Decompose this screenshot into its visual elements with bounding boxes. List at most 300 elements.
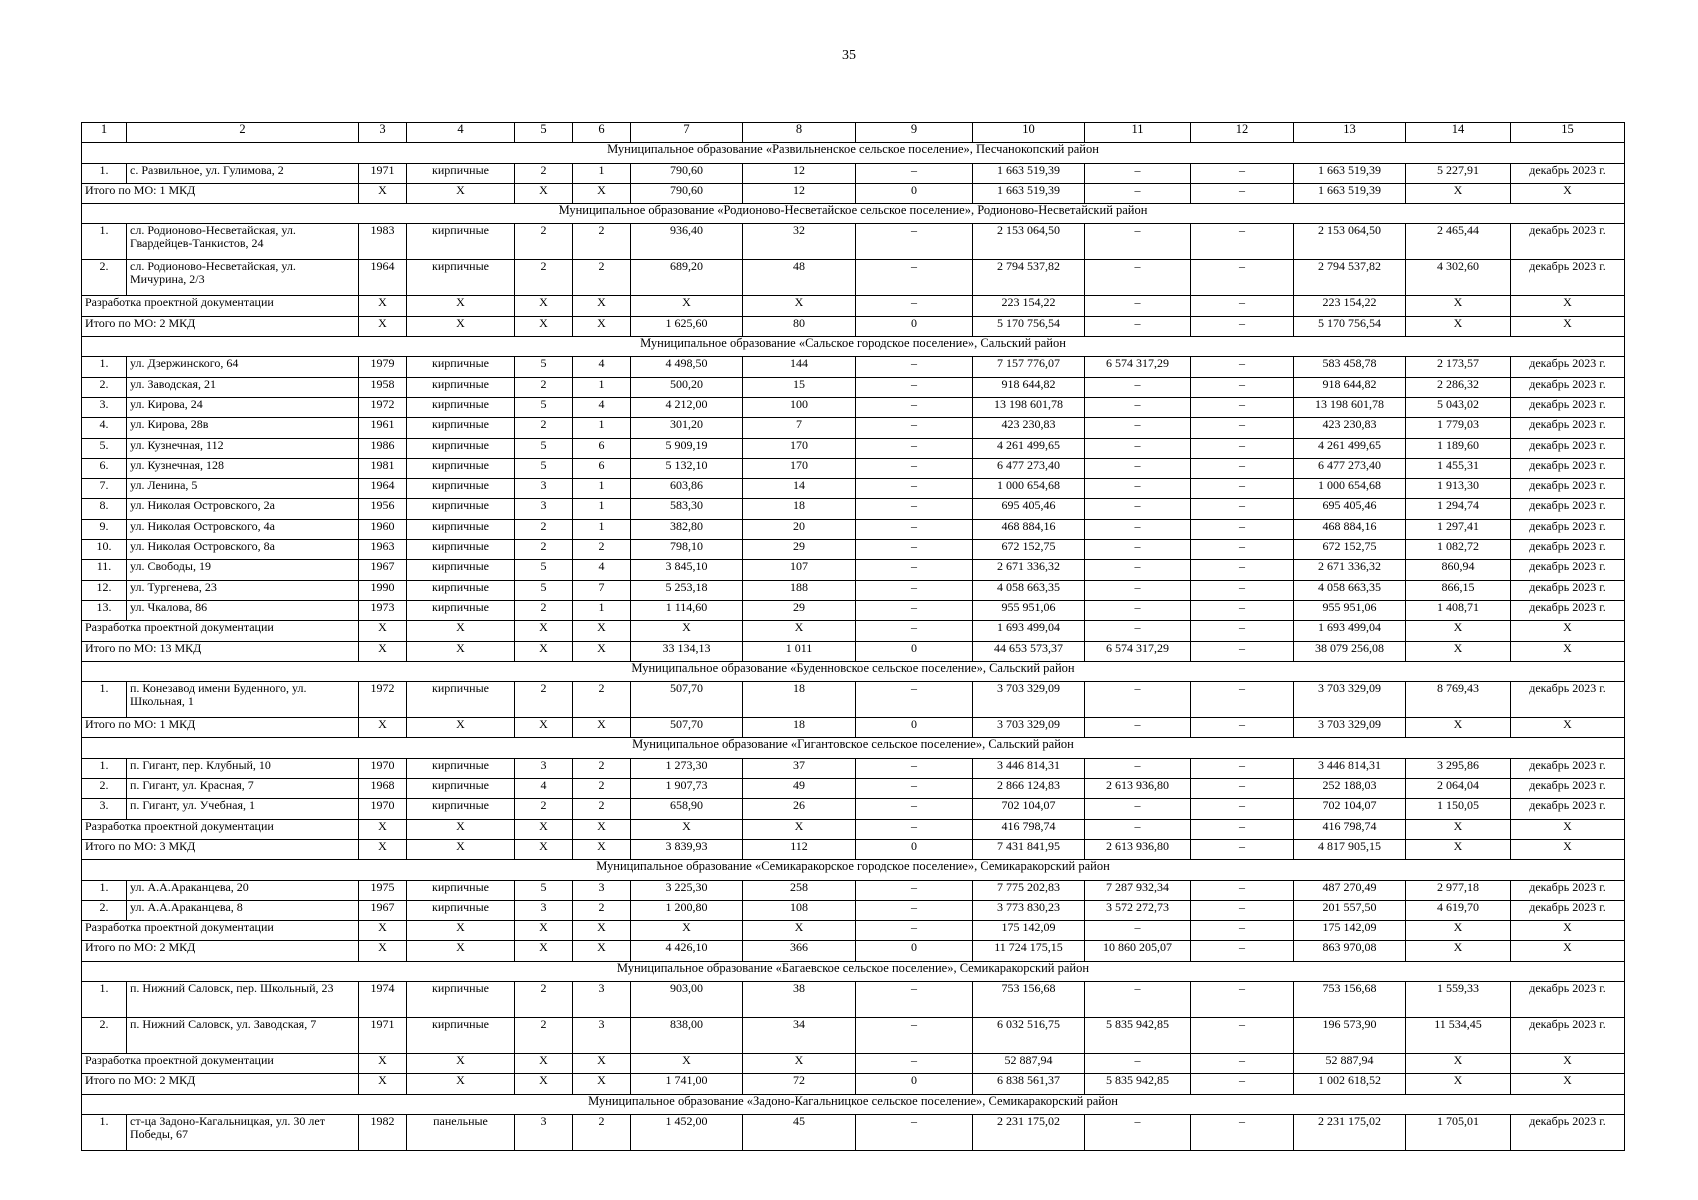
cell-col-3: 1971 <box>359 1017 407 1053</box>
cell-col-5: X <box>515 941 573 961</box>
cell-col-15: X <box>1511 718 1625 738</box>
cell-col-4: кирпичные <box>407 900 515 920</box>
column-header-11: 11 <box>1085 123 1191 143</box>
cell-col-14: X <box>1406 183 1511 203</box>
cell-col-11: 5 835 942,85 <box>1085 1074 1191 1094</box>
cell-col-12: – <box>1191 438 1294 458</box>
column-header-6: 6 <box>573 123 631 143</box>
cell-col-10: 2 231 175,02 <box>973 1114 1085 1150</box>
cell-col-6: X <box>573 1074 631 1094</box>
cell-col-3: X <box>359 921 407 941</box>
cell-col-4: X <box>407 1053 515 1073</box>
cell-col-3: 1963 <box>359 540 407 560</box>
cell-col-3: X <box>359 1053 407 1073</box>
cell-col-10: 223 154,22 <box>973 296 1085 316</box>
cell-col-1: 1. <box>82 880 127 900</box>
cell-col-12: – <box>1191 163 1294 183</box>
cell-col-8: 20 <box>743 519 856 539</box>
cell-col-6: 2 <box>573 900 631 920</box>
cell-col-10: 7 157 776,07 <box>973 357 1085 377</box>
cell-col-6: X <box>573 183 631 203</box>
table-row <box>82 438 1625 458</box>
cell-col-15: декабрь 2023 г. <box>1511 560 1625 580</box>
cell-col-1: 9. <box>82 519 127 539</box>
cell-col-9: – <box>856 682 973 718</box>
cell-col-4: кирпичные <box>407 880 515 900</box>
cell-col-10: 7 775 202,83 <box>973 880 1085 900</box>
cell-col-12: – <box>1191 600 1294 620</box>
cell-col-8: 12 <box>743 163 856 183</box>
column-header-1: 1 <box>82 123 127 143</box>
cell-col-11: – <box>1085 758 1191 778</box>
cell-col-4: кирпичные <box>407 397 515 417</box>
cell-col-4: X <box>407 296 515 316</box>
cell-col-4: кирпичные <box>407 519 515 539</box>
cell-col-10: 2 671 336,32 <box>973 560 1085 580</box>
cell-col-6: X <box>573 921 631 941</box>
table-row <box>82 499 1625 519</box>
cell-col-9: – <box>856 1114 973 1150</box>
cell-col-4: X <box>407 183 515 203</box>
cell-col-7: 838,00 <box>631 1017 743 1053</box>
summary-label: Разработка проектной документации <box>82 921 359 941</box>
cell-col-6: X <box>573 296 631 316</box>
cell-col-11: – <box>1085 458 1191 478</box>
cell-col-3: 1975 <box>359 880 407 900</box>
cell-col-15: декабрь 2023 г. <box>1511 260 1625 296</box>
cell-col-12: – <box>1191 900 1294 920</box>
cell-col-11: 5 835 942,85 <box>1085 1017 1191 1053</box>
cell-col-15: X <box>1511 839 1625 859</box>
cell-col-13: 2 671 336,32 <box>1294 560 1406 580</box>
cell-col-3: X <box>359 641 407 661</box>
cell-col-2: п. Нижний Саловск, ул. Заводская, 7 <box>127 1017 359 1053</box>
cell-col-2: ул. Кузнечная, 128 <box>127 458 359 478</box>
cell-col-15: декабрь 2023 г. <box>1511 458 1625 478</box>
cell-col-7: 500,20 <box>631 377 743 397</box>
summary-row <box>82 183 1625 203</box>
cell-col-8: 112 <box>743 839 856 859</box>
cell-col-2: ул. Николая Островского, 8а <box>127 540 359 560</box>
cell-col-3: X <box>359 1074 407 1094</box>
cell-col-8: 12 <box>743 183 856 203</box>
cell-col-13: 1 693 499,04 <box>1294 621 1406 641</box>
cell-col-13: 918 644,82 <box>1294 377 1406 397</box>
cell-col-5: 3 <box>515 1114 573 1150</box>
cell-col-7: 3 225,30 <box>631 880 743 900</box>
cell-col-5: 5 <box>515 560 573 580</box>
cell-col-3: 1972 <box>359 682 407 718</box>
cell-col-1: 4. <box>82 418 127 438</box>
cell-col-4: X <box>407 941 515 961</box>
cell-col-10: 3 446 814,31 <box>973 758 1085 778</box>
cell-col-8: 26 <box>743 799 856 819</box>
column-header-13: 13 <box>1294 123 1406 143</box>
cell-col-10: 7 431 841,95 <box>973 839 1085 859</box>
cell-col-7: 301,20 <box>631 418 743 438</box>
cell-col-7: 5 132,10 <box>631 458 743 478</box>
cell-col-7: 1 907,73 <box>631 779 743 799</box>
cell-col-3: 1958 <box>359 377 407 397</box>
cell-col-3: 1971 <box>359 163 407 183</box>
cell-col-7: 1 200,80 <box>631 900 743 920</box>
cell-col-4: кирпичные <box>407 438 515 458</box>
column-header-8: 8 <box>743 123 856 143</box>
table-row <box>82 224 1625 260</box>
cell-col-4: кирпичные <box>407 580 515 600</box>
cell-col-5: 5 <box>515 438 573 458</box>
cell-col-3: 1970 <box>359 799 407 819</box>
municipality-header-row <box>82 143 1625 163</box>
cell-col-9: 0 <box>856 941 973 961</box>
cell-col-9: – <box>856 418 973 438</box>
column-header-3: 3 <box>359 123 407 143</box>
cell-col-4: кирпичные <box>407 357 515 377</box>
summary-row <box>82 1074 1625 1094</box>
cell-col-9: – <box>856 479 973 499</box>
table-row <box>82 458 1625 478</box>
cell-col-10: 5 170 756,54 <box>973 316 1085 336</box>
cell-col-8: 170 <box>743 438 856 458</box>
cell-col-15: X <box>1511 183 1625 203</box>
cell-col-3: 1967 <box>359 560 407 580</box>
cell-col-2: ул. А.А.Араканцева, 8 <box>127 900 359 920</box>
cell-col-4: X <box>407 718 515 738</box>
cell-col-6: 2 <box>573 799 631 819</box>
cell-col-3: 1960 <box>359 519 407 539</box>
cell-col-12: – <box>1191 560 1294 580</box>
cell-col-14: 1 705,01 <box>1406 1114 1511 1150</box>
cell-col-4: панельные <box>407 1114 515 1150</box>
summary-row <box>82 296 1625 316</box>
summary-label: Итого по МО: 13 МКД <box>82 641 359 661</box>
cell-col-11: – <box>1085 580 1191 600</box>
cell-col-6: 4 <box>573 397 631 417</box>
cell-col-9: – <box>856 621 973 641</box>
cell-col-6: 4 <box>573 357 631 377</box>
cell-col-9: 0 <box>856 1074 973 1094</box>
cell-col-12: – <box>1191 296 1294 316</box>
column-header-15: 15 <box>1511 123 1625 143</box>
table-row <box>82 397 1625 417</box>
cell-col-7: 507,70 <box>631 682 743 718</box>
table-row <box>82 519 1625 539</box>
cell-col-14: X <box>1406 1053 1511 1073</box>
cell-col-7: 5 253,18 <box>631 580 743 600</box>
cell-col-10: 4 058 663,35 <box>973 580 1085 600</box>
summary-label: Разработка проектной документации <box>82 819 359 839</box>
cell-col-13: 753 156,68 <box>1294 981 1406 1017</box>
cell-col-6: 1 <box>573 600 631 620</box>
table-row <box>82 779 1625 799</box>
cell-col-5: X <box>515 819 573 839</box>
cell-col-10: 2 794 537,82 <box>973 260 1085 296</box>
cell-col-6: 2 <box>573 540 631 560</box>
table-row <box>82 880 1625 900</box>
cell-col-15: декабрь 2023 г. <box>1511 418 1625 438</box>
cell-col-15: декабрь 2023 г. <box>1511 479 1625 499</box>
cell-col-11: – <box>1085 224 1191 260</box>
cell-col-6: 1 <box>573 499 631 519</box>
cell-col-5: 5 <box>515 458 573 478</box>
cell-col-7: X <box>631 921 743 941</box>
cell-col-7: 658,90 <box>631 799 743 819</box>
cell-col-8: 100 <box>743 397 856 417</box>
cell-col-5: 4 <box>515 779 573 799</box>
cell-col-3: X <box>359 296 407 316</box>
cell-col-5: 3 <box>515 479 573 499</box>
municipality-name: Муниципальное образование «Семикаракорское городское поселение», Семикаракорский район <box>82 860 1625 880</box>
cell-col-3: 1967 <box>359 900 407 920</box>
cell-col-2: ул. А.А.Араканцева, 20 <box>127 880 359 900</box>
summary-label: Итого по МО: 2 МКД <box>82 316 359 336</box>
cell-col-2: сл. Родионово-Несветайская, ул. Гвардейцев-Танкистов, 24 <box>127 224 359 260</box>
cell-col-10: 753 156,68 <box>973 981 1085 1017</box>
cell-col-2: ул. Николая Островского, 4а <box>127 519 359 539</box>
cell-col-11: – <box>1085 799 1191 819</box>
summary-row <box>82 316 1625 336</box>
cell-col-4: кирпичные <box>407 499 515 519</box>
cell-col-10: 175 142,09 <box>973 921 1085 941</box>
cell-col-6: X <box>573 1053 631 1073</box>
summary-label: Итого по МО: 2 МКД <box>82 1074 359 1094</box>
cell-col-8: 32 <box>743 224 856 260</box>
cell-col-11: 10 860 205,07 <box>1085 941 1191 961</box>
cell-col-14: X <box>1406 641 1511 661</box>
cell-col-9: – <box>856 758 973 778</box>
cell-col-6: 6 <box>573 458 631 478</box>
cell-col-2: ул. Дзержинского, 64 <box>127 357 359 377</box>
cell-col-4: кирпичные <box>407 479 515 499</box>
cell-col-4: кирпичные <box>407 163 515 183</box>
cell-col-10: 44 653 573,37 <box>973 641 1085 661</box>
cell-col-15: X <box>1511 1074 1625 1094</box>
cell-col-3: 1974 <box>359 981 407 1017</box>
cell-col-12: – <box>1191 839 1294 859</box>
cell-col-11: – <box>1085 718 1191 738</box>
table-row <box>82 900 1625 920</box>
cell-col-14: X <box>1406 921 1511 941</box>
cell-col-13: 175 142,09 <box>1294 921 1406 941</box>
cell-col-3: 1986 <box>359 438 407 458</box>
cell-col-9: – <box>856 600 973 620</box>
cell-col-2: ул. Кузнечная, 112 <box>127 438 359 458</box>
cell-col-14: 2 064,04 <box>1406 779 1511 799</box>
municipality-header-row <box>82 961 1625 981</box>
cell-col-13: 955 951,06 <box>1294 600 1406 620</box>
cell-col-9: – <box>856 499 973 519</box>
cell-col-14: 1 455,31 <box>1406 458 1511 478</box>
cell-col-7: 382,80 <box>631 519 743 539</box>
cell-col-12: – <box>1191 1074 1294 1094</box>
cell-col-14: 1 150,05 <box>1406 799 1511 819</box>
cell-col-13: 38 079 256,08 <box>1294 641 1406 661</box>
cell-col-3: X <box>359 941 407 961</box>
cell-col-14: X <box>1406 296 1511 316</box>
cell-col-8: 15 <box>743 377 856 397</box>
cell-col-11: – <box>1085 296 1191 316</box>
cell-col-12: – <box>1191 758 1294 778</box>
cell-col-2: ул. Николая Островского, 2а <box>127 499 359 519</box>
cell-col-2: ст-ца Задоно-Кагальницкая, ул. 30 лет Победы, 67 <box>127 1114 359 1150</box>
table-row <box>82 418 1625 438</box>
cell-col-9: – <box>856 224 973 260</box>
cell-col-12: – <box>1191 1114 1294 1150</box>
cell-col-12: – <box>1191 183 1294 203</box>
cell-col-5: 5 <box>515 580 573 600</box>
cell-col-7: 1 114,60 <box>631 600 743 620</box>
cell-col-14: 1 294,74 <box>1406 499 1511 519</box>
cell-col-7: 790,60 <box>631 183 743 203</box>
cell-col-5: 3 <box>515 758 573 778</box>
cell-col-13: 487 270,49 <box>1294 880 1406 900</box>
cell-col-2: п. Гигант, пер. Клубный, 10 <box>127 758 359 778</box>
cell-col-1: 13. <box>82 600 127 620</box>
cell-col-6: 3 <box>573 880 631 900</box>
cell-col-14: 4 619,70 <box>1406 900 1511 920</box>
cell-col-15: декабрь 2023 г. <box>1511 900 1625 920</box>
cell-col-15: декабрь 2023 г. <box>1511 519 1625 539</box>
table-row <box>82 580 1625 600</box>
column-number-header-row <box>82 123 1625 143</box>
cell-col-11: – <box>1085 438 1191 458</box>
table-row <box>82 1017 1625 1053</box>
cell-col-1: 10. <box>82 540 127 560</box>
cell-col-2: п. Нижний Саловск, пер. Школьный, 23 <box>127 981 359 1017</box>
cell-col-6: 2 <box>573 260 631 296</box>
cell-col-4: X <box>407 839 515 859</box>
cell-col-5: 5 <box>515 880 573 900</box>
cell-col-15: декабрь 2023 г. <box>1511 224 1625 260</box>
cell-col-11: – <box>1085 981 1191 1017</box>
cell-col-9: – <box>856 260 973 296</box>
cell-col-12: – <box>1191 540 1294 560</box>
municipality-name: Муниципальное образование «Буденновское сельское поселение», Сальский район <box>82 661 1625 681</box>
cell-col-8: 45 <box>743 1114 856 1150</box>
cell-col-11: – <box>1085 499 1191 519</box>
cell-col-15: декабрь 2023 г. <box>1511 499 1625 519</box>
cell-col-13: 5 170 756,54 <box>1294 316 1406 336</box>
cell-col-4: кирпичные <box>407 682 515 718</box>
cell-col-1: 3. <box>82 799 127 819</box>
cell-col-4: кирпичные <box>407 458 515 478</box>
summary-row <box>82 641 1625 661</box>
cell-col-15: декабрь 2023 г. <box>1511 600 1625 620</box>
cell-col-2: ул. Ленина, 5 <box>127 479 359 499</box>
cell-col-10: 2 866 124,83 <box>973 779 1085 799</box>
cell-col-13: 3 703 329,09 <box>1294 682 1406 718</box>
cell-col-5: 3 <box>515 900 573 920</box>
cell-col-1: 2. <box>82 1017 127 1053</box>
cell-col-4: X <box>407 641 515 661</box>
cell-col-13: 201 557,50 <box>1294 900 1406 920</box>
summary-row <box>82 941 1625 961</box>
cell-col-14: 1 913,30 <box>1406 479 1511 499</box>
cell-col-7: X <box>631 296 743 316</box>
cell-col-13: 252 188,03 <box>1294 779 1406 799</box>
cell-col-13: 52 887,94 <box>1294 1053 1406 1073</box>
cell-col-12: – <box>1191 316 1294 336</box>
table-body <box>82 123 1625 1151</box>
municipality-name: Муниципальное образование «Задоно-Кагальницкое сельское поселение», Семикаракорский район <box>82 1094 1625 1114</box>
cell-col-7: 603,86 <box>631 479 743 499</box>
summary-row <box>82 921 1625 941</box>
cell-col-13: 1 663 519,39 <box>1294 163 1406 183</box>
cell-col-15: декабрь 2023 г. <box>1511 377 1625 397</box>
cell-col-4: кирпичные <box>407 1017 515 1053</box>
cell-col-3: 1961 <box>359 418 407 438</box>
cell-col-3: X <box>359 839 407 859</box>
cell-col-11: – <box>1085 1114 1191 1150</box>
cell-col-4: кирпичные <box>407 377 515 397</box>
cell-col-13: 672 152,75 <box>1294 540 1406 560</box>
cell-col-4: кирпичные <box>407 799 515 819</box>
cell-col-14: X <box>1406 718 1511 738</box>
cell-col-1: 12. <box>82 580 127 600</box>
cell-col-11: – <box>1085 163 1191 183</box>
cell-col-11: – <box>1085 377 1191 397</box>
cell-col-13: 468 884,16 <box>1294 519 1406 539</box>
cell-col-8: 38 <box>743 981 856 1017</box>
cell-col-14: X <box>1406 819 1511 839</box>
cell-col-1: 1. <box>82 1114 127 1150</box>
cell-col-4: кирпичные <box>407 260 515 296</box>
cell-col-5: 2 <box>515 418 573 438</box>
cell-col-9: – <box>856 560 973 580</box>
cell-col-12: – <box>1191 260 1294 296</box>
cell-col-3: 1973 <box>359 600 407 620</box>
cell-col-13: 6 477 273,40 <box>1294 458 1406 478</box>
cell-col-10: 3 773 830,23 <box>973 900 1085 920</box>
cell-col-8: 72 <box>743 1074 856 1094</box>
cell-col-15: X <box>1511 316 1625 336</box>
cell-col-2: ул. Кирова, 24 <box>127 397 359 417</box>
summary-label: Итого по МО: 3 МКД <box>82 839 359 859</box>
cell-col-6: X <box>573 819 631 839</box>
municipality-header-row <box>82 204 1625 224</box>
cell-col-5: 2 <box>515 163 573 183</box>
column-header-10: 10 <box>973 123 1085 143</box>
cell-col-5: 2 <box>515 519 573 539</box>
cell-col-6: 3 <box>573 981 631 1017</box>
table-row <box>82 600 1625 620</box>
cell-col-7: 790,60 <box>631 163 743 183</box>
cell-col-10: 1 000 654,68 <box>973 479 1085 499</box>
cell-col-14: 11 534,45 <box>1406 1017 1511 1053</box>
cell-col-15: X <box>1511 921 1625 941</box>
cell-col-2: ул. Кирова, 28в <box>127 418 359 438</box>
cell-col-15: X <box>1511 1053 1625 1073</box>
cell-col-3: 1972 <box>359 397 407 417</box>
cell-col-10: 6 838 561,37 <box>973 1074 1085 1094</box>
cell-col-8: 18 <box>743 499 856 519</box>
cell-col-10: 6 032 516,75 <box>973 1017 1085 1053</box>
cell-col-9: – <box>856 921 973 941</box>
summary-label: Разработка проектной документации <box>82 621 359 641</box>
cell-col-12: – <box>1191 682 1294 718</box>
cell-col-13: 196 573,90 <box>1294 1017 1406 1053</box>
cell-col-8: 107 <box>743 560 856 580</box>
cell-col-10: 423 230,83 <box>973 418 1085 438</box>
cell-col-7: 1 273,30 <box>631 758 743 778</box>
cell-col-5: 2 <box>515 377 573 397</box>
cell-col-12: – <box>1191 224 1294 260</box>
cell-col-15: декабрь 2023 г. <box>1511 580 1625 600</box>
cell-col-5: X <box>515 316 573 336</box>
column-header-12: 12 <box>1191 123 1294 143</box>
cell-col-1: 2. <box>82 377 127 397</box>
cell-col-3: X <box>359 183 407 203</box>
